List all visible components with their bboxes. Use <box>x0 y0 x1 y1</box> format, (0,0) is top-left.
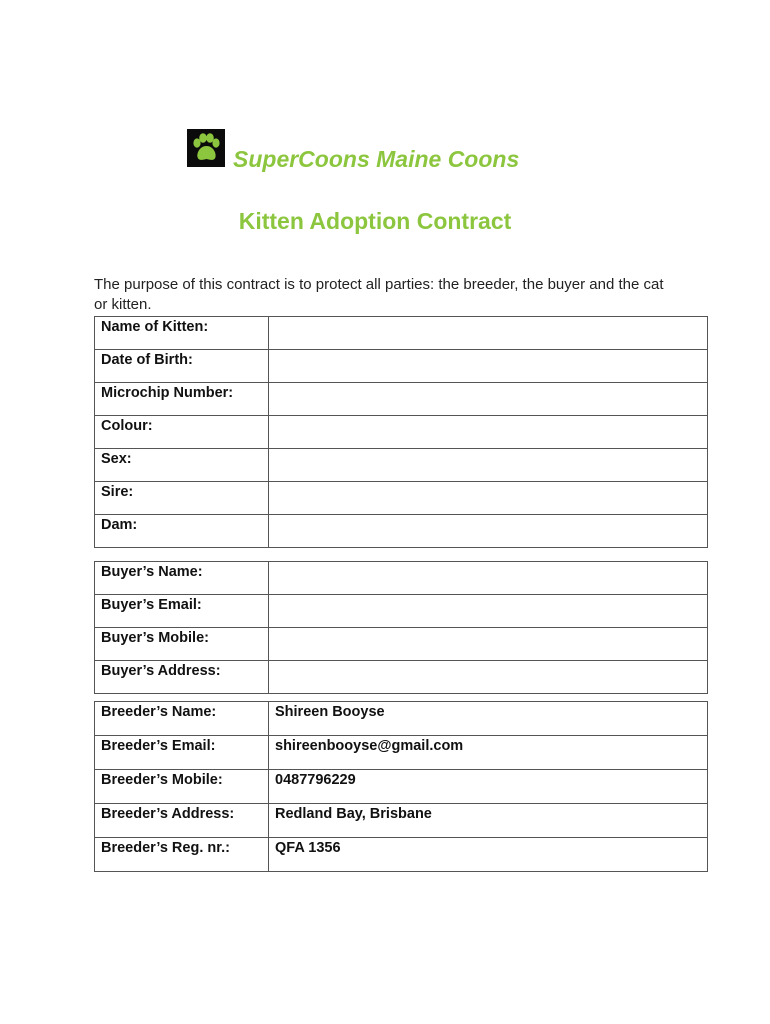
field-label: Breeder’s Mobile: <box>95 770 269 804</box>
field-value[interactable] <box>269 595 708 628</box>
field-label: Buyer’s Name: <box>95 562 269 595</box>
kitten-field-row <box>95 449 708 482</box>
field-label: Buyer’s Address: <box>95 661 269 694</box>
field-label: Dam: <box>95 515 269 548</box>
field-value[interactable]: Shireen Booyse <box>269 702 708 736</box>
kitten-field-row <box>95 350 708 383</box>
paw-print-icon <box>187 129 225 167</box>
kitten-details-table <box>94 316 708 548</box>
field-value[interactable]: QFA 1356 <box>269 838 708 872</box>
field-value[interactable] <box>269 350 708 383</box>
breeder-field-row <box>95 736 708 770</box>
field-value[interactable]: 0487796229 <box>269 770 708 804</box>
kitten-field-row <box>95 416 708 449</box>
logo-row <box>187 127 520 172</box>
document-title: Kitten Adoption Contract <box>238 208 512 234</box>
buyer-field-row <box>95 595 708 628</box>
kitten-field-row <box>95 317 708 350</box>
buyer-field-row <box>95 562 708 595</box>
kitten-field-row <box>95 482 708 515</box>
field-value[interactable] <box>269 482 708 515</box>
field-value[interactable] <box>269 661 708 694</box>
field-label: Buyer’s Mobile: <box>95 628 269 661</box>
breeder-field-row <box>95 770 708 804</box>
field-value[interactable] <box>269 628 708 661</box>
buyer-field-row <box>95 661 708 694</box>
field-value[interactable] <box>269 449 708 482</box>
field-value[interactable] <box>269 317 708 350</box>
field-value[interactable] <box>269 416 708 449</box>
field-value[interactable] <box>269 562 708 595</box>
brand-name: SuperCoons Maine Coons <box>233 145 520 172</box>
breeder-field-row <box>95 702 708 736</box>
field-label: Breeder’s Email: <box>95 736 269 770</box>
kitten-field-row <box>95 383 708 416</box>
field-label: Name of Kitten: <box>95 317 269 350</box>
field-value[interactable] <box>269 515 708 548</box>
intro-paragraph: The purpose of this contract is to protect all parties: the breeder, the buyer and the cat or kitten. <box>94 276 664 313</box>
field-label: Microchip Number: <box>95 383 269 416</box>
buyer-field-row <box>95 628 708 661</box>
field-value[interactable]: shireenbooyse@gmail.com <box>269 736 708 770</box>
field-value[interactable]: Redland Bay, Brisbane <box>269 804 708 838</box>
field-label: Colour: <box>95 416 269 449</box>
breeder-field-row <box>95 804 708 838</box>
field-label: Breeder’s Name: <box>95 702 269 736</box>
field-label: Breeder’s Reg. nr.: <box>95 838 269 872</box>
field-label: Date of Birth: <box>95 350 269 383</box>
field-value[interactable] <box>269 383 708 416</box>
breeder-field-row <box>95 838 708 872</box>
field-label: Breeder’s Address: <box>95 804 269 838</box>
field-label: Sex: <box>95 449 269 482</box>
kitten-field-row <box>95 515 708 548</box>
field-label: Sire: <box>95 482 269 515</box>
field-label: Buyer’s Email: <box>95 595 269 628</box>
breeder-details-table <box>94 701 708 872</box>
buyer-details-table <box>94 561 708 694</box>
